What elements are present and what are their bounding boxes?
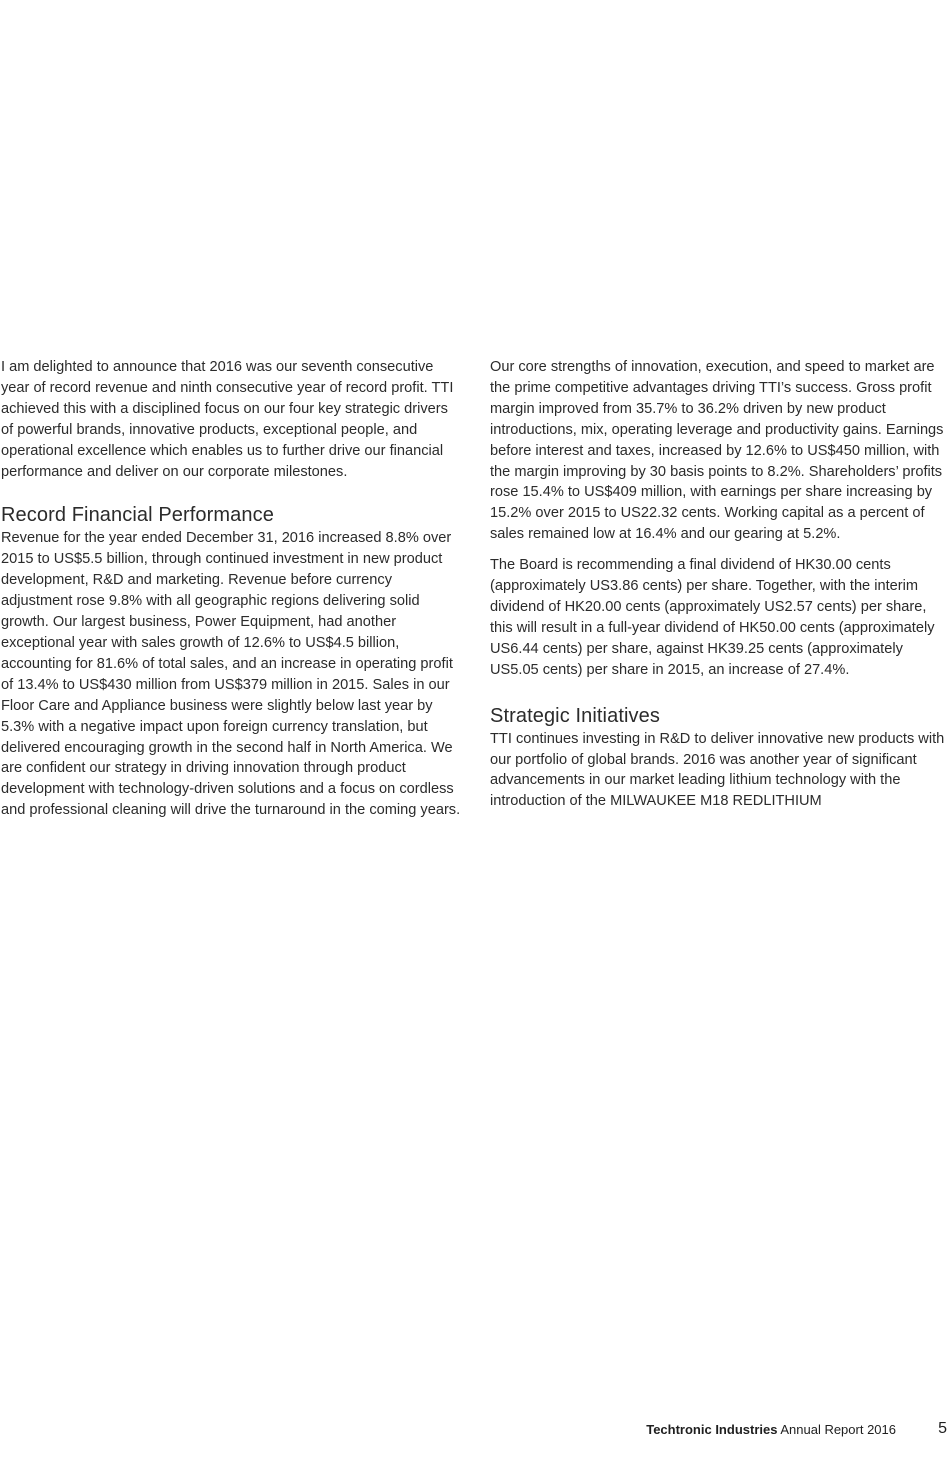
- section-heading-strategic-initiatives: Strategic Initiatives: [490, 704, 660, 727]
- financial-performance-paragraph: Revenue for the year ended December 31, 2016 increased 8.8% over 2015 to US$5.5 billion, through continued investment in new product development, R&D and marketing. Revenue before currency adjustment rose 9.8% with all geographic regions delivering solid growth. Our largest business, Power Equipment, had another exceptional year with sales growth of 12.6% to US$4.5 billion, accounting for 81.6% of total sales, and an increase in operating profit of 13.4% to US$430 million from US$379 million in 2015. Sales in our Floor Care and Appliance business were slightly below last year by 5.3% with a negative impact upon foreign currency translation, but delivered encouraging growth in the second half in North America. We are confident our strategy in driving innovation through product development with technology-driven solutions and a focus on cordless and professional cleaning will drive the turnaround in the coming years.: [1, 530, 461, 819]
- section-heading-record-financial-performance: Record Financial Performance: [1, 504, 274, 527]
- strategic-initiatives-paragraph: TTI continues investing in R&D to deliver innovative new products with our portfolio of global brands. 2016 was another year of significant advancements in our market leading lithium technology with the introduction of the MILWAUKEE M18 REDLITHIUM: [490, 730, 945, 810]
- dividend-paragraph: The Board is recommending a final dividend of HK30.00 cents (approximately US3.86 cents) per share. Together, with the interim dividend of HK20.00 cents (approximately US2.57 cents) per share, this will result in a full-year dividend of HK50.00 cents (approximately US6.44 cents) per share, against HK39.25 cents (approximately US5.05 cents) per share in 2015, an increase of 27.4%.: [490, 557, 935, 678]
- page-number: 5: [938, 1420, 947, 1437]
- paragraph-gap: [490, 545, 948, 555]
- core-strengths-paragraph: Our core strengths of innovation, execution, and speed to market are the prime competitive advantages driving TTI’s success. Gross profit margin improved from 35.7% to 36.2% driven by new product introductions, mix, operating leverage and productivity gains. Earnings before interest and taxes, increased by 12.6% to US$450 million, with the margin improving by 30 basis points to 8.2%. Shareholders’ profits rose 15.4% to US$409 million, with earnings per share increasing by 15.2% over 2015 to US22.32 cents. Working capital as a percent of sales remained low at 16.4% and our gearing at 5.2%.: [490, 359, 944, 543]
- left-column: [1, 357, 463, 821]
- intro-paragraph: I am delighted to announce that 2016 was our seventh consecutive year of record revenue and ninth consecutive year of record profit. TTI achieved this with a disciplined focus on our four key strategic drivers of powerful brands, innovative products, exceptional people, and operational excellence which enables us to further drive our financial performance and deliver on our corporate milestones.: [1, 359, 454, 480]
- footer-report-name: Annual Report 2016: [777, 1422, 896, 1437]
- page-footer: [0, 1420, 950, 1440]
- footer-company-name: Techtronic Industries: [646, 1422, 778, 1437]
- footer-report-title: [646, 1420, 896, 1440]
- right-column: [490, 357, 948, 812]
